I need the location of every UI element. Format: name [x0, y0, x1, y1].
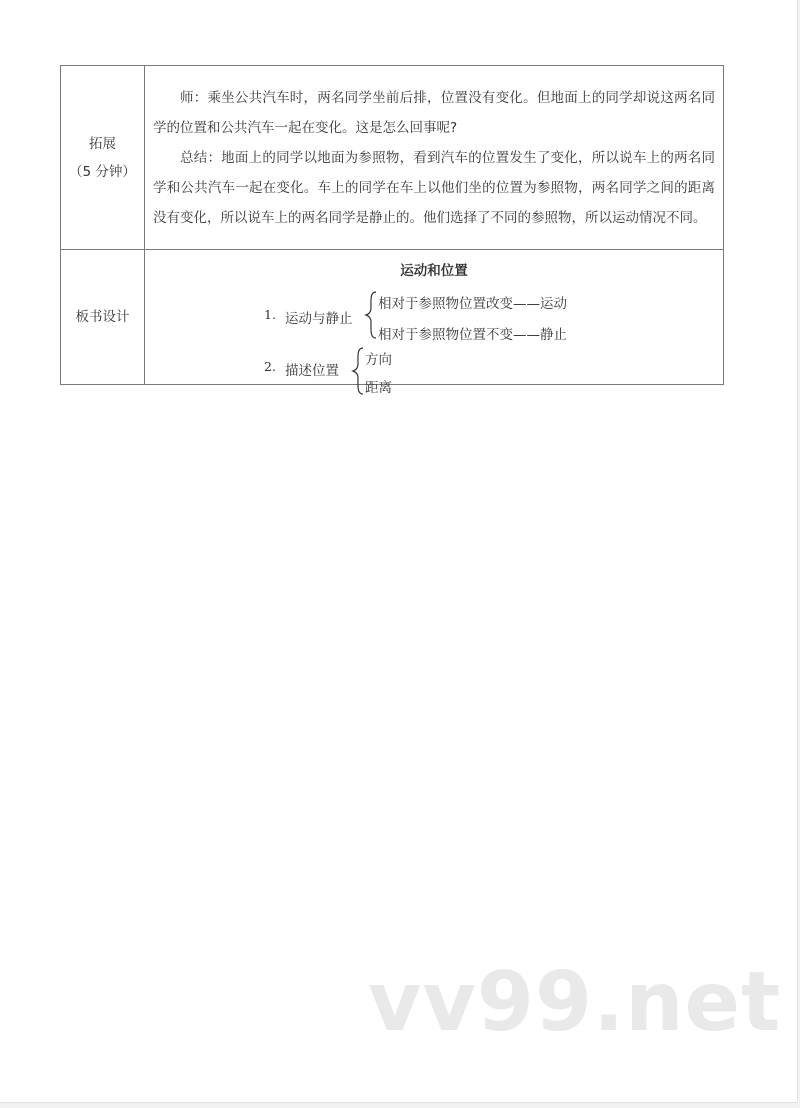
board-item-1-text: 运动与静止	[285, 310, 353, 327]
extension-summary: 总结：地面上的同学以地面为参照物，看到汽车的位置发生了变化，所以说车上的两名同学和公共汽车一起在变化。车上的同学在车上以他们坐的位置为参照物，两名同学之间的距离没有变化，所以说车上的两名同学是静止的。他们选择了不同的参照物，所以运动情况不同。	[153, 150, 715, 226]
board-content-cell	[145, 250, 724, 396]
board-item-1-branch-2: 相对于参照物位置不变——静止	[378, 326, 567, 343]
extension-content-cell	[145, 66, 724, 250]
board-title: 运动和位置	[400, 263, 468, 279]
extension-label-cell	[61, 66, 145, 250]
board-item-1-number: 1.	[264, 306, 276, 322]
board-item-1	[264, 307, 276, 323]
board-label-cell	[61, 250, 145, 385]
board-item-1-branch-1: 相对于参照物位置改变——运动	[378, 295, 567, 312]
board-label: 板书设计	[75, 309, 130, 325]
extension-label: 拓展	[89, 135, 116, 152]
brace-icon	[365, 290, 379, 340]
watermark: vv99.net	[368, 955, 782, 1050]
extension-teacher-question: 师：乘坐公共汽车时，两名同学坐前后排，位置没有变化。但地面上的同学却说这两名同学的位置和公共汽车一起在变化。这是怎么回事呢?	[153, 90, 715, 136]
board-item-2-number: 2.	[264, 358, 276, 374]
board-item-2-text: 描述位置	[285, 362, 339, 379]
extension-row	[61, 66, 724, 250]
extension-time: （5 分钟）	[69, 163, 136, 180]
brace-icon	[352, 346, 366, 396]
lesson-plan-table	[60, 65, 724, 396]
board-item-2-branch-2: 距离	[365, 379, 392, 396]
board-item-2	[264, 359, 276, 375]
board-design-row	[61, 250, 724, 385]
board-item-2-branch-1: 方向	[365, 351, 392, 368]
